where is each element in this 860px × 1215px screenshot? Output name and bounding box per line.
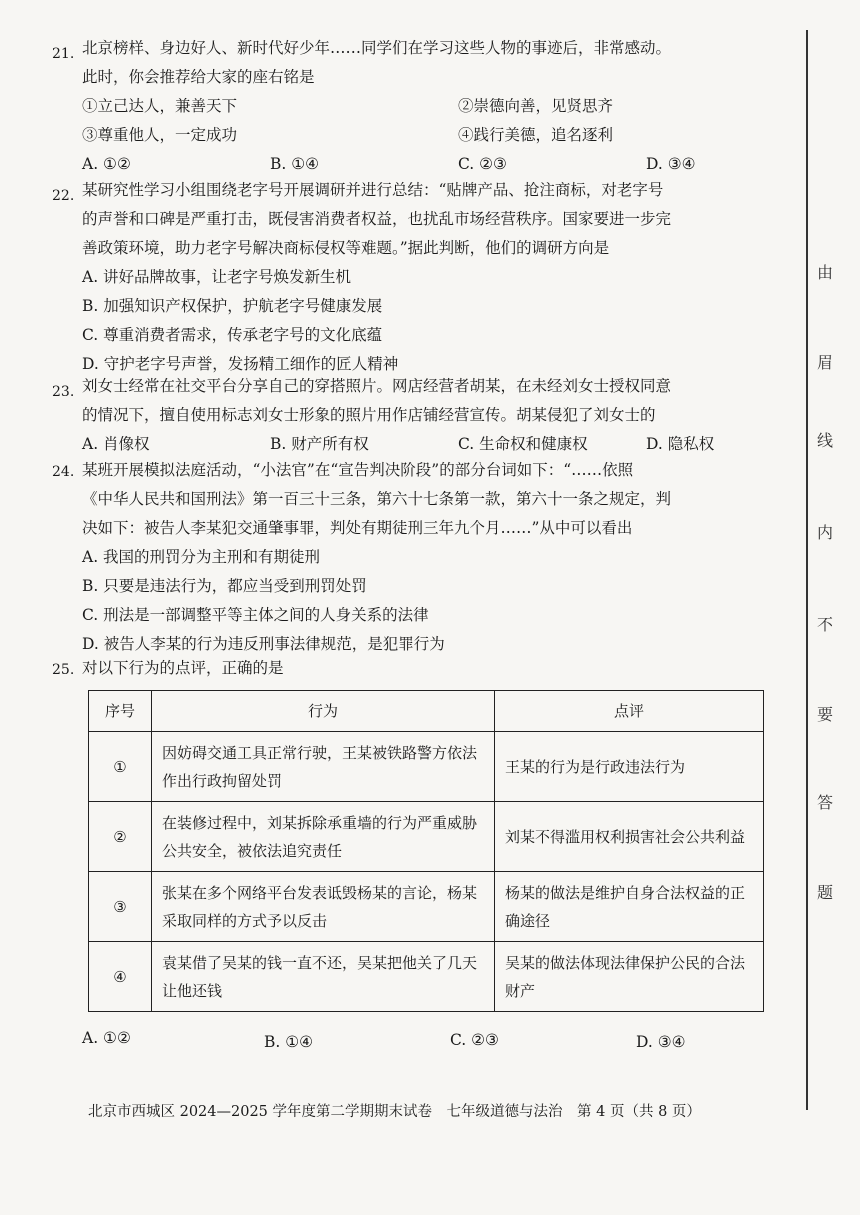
comment-cell: 刘某不得滥用权利损害社会公共利益 [495, 802, 764, 872]
question-stem: 善政策环境，助力老字号解决商标侵权等难题。”据此判断，他们的调研方向是 [82, 239, 610, 257]
binding-char: 由 [817, 263, 834, 282]
question-23 [52, 372, 792, 462]
behavior-cell: 张某在多个网络平台发表诋毁杨某的言论，杨某采取同样的方式予以反击 [152, 872, 495, 942]
table-row [89, 802, 764, 872]
row-index: ① [89, 732, 152, 802]
option-a[interactable]: A. 讲好品牌故事，让老字号焕发新生机 [82, 268, 352, 286]
statement-3: ③尊重他人，一定成功 [82, 126, 238, 144]
option-c[interactable]: C. ②③ [458, 155, 507, 173]
option-d[interactable]: D. ③④ [646, 155, 696, 173]
comment-cell: 杨某的做法是维护自身合法权益的正确途径 [495, 872, 764, 942]
binding-char: 答 [817, 793, 834, 812]
question-stem: 刘女士经常在社交平台分享自己的穿搭照片。网店经营者胡某，在未经刘女士授权同意 [82, 377, 672, 395]
option-b[interactable]: B. 只要是违法行为，都应当受到刑罚处罚 [82, 577, 367, 595]
question-stem: 的声誉和口碑是严重打击，既侵害消费者权益，也扰乱市场经营秩序。国家要进一步完 [82, 210, 672, 228]
comment-cell: 吴某的做法体现法律保护公民的合法财产 [495, 942, 764, 1012]
table-header-row [89, 691, 764, 732]
question-stem: 对以下行为的点评，正确的是 [82, 659, 284, 677]
question-21 [52, 34, 792, 174]
option-d[interactable]: D. 被告人李某的行为违反刑事法律规范，是犯罪行为 [82, 635, 445, 653]
question-number: 21. [52, 46, 75, 62]
option-c[interactable]: C. 生命权和健康权 [458, 435, 588, 453]
option-c[interactable]: C. 刑法是一部调整平等主体之间的人身关系的法律 [82, 606, 429, 624]
comment-cell: 王某的行为是行政违法行为 [495, 732, 764, 802]
table-row [89, 872, 764, 942]
binding-char: 不 [817, 615, 834, 634]
table-row [89, 732, 764, 802]
evaluation-table [88, 690, 764, 1012]
option-d[interactable]: D. 守护老字号声誉，发扬精工细作的匠人精神 [82, 355, 399, 373]
row-index: ④ [89, 942, 152, 1012]
behavior-cell: 袁某借了吴某的钱一直不还，吴某把他关了几天让他还钱 [152, 942, 495, 1012]
binding-char: 要 [817, 705, 834, 724]
option-a[interactable]: A. ①② [82, 1029, 131, 1047]
option-a[interactable]: A. ①② [82, 155, 131, 173]
option-b[interactable]: B. 财产所有权 [270, 435, 369, 453]
statement-2: ②崇德向善，见贤思齐 [458, 97, 614, 115]
table-row [89, 942, 764, 1012]
statement-4: ④践行美德，追名逐利 [458, 126, 614, 144]
option-d[interactable]: D. 隐私权 [646, 435, 715, 453]
behavior-cell: 在装修过程中，刘某拆除承重墙的行为严重威胁公共安全，被依法追究责任 [152, 802, 495, 872]
question-number: 25. [52, 662, 75, 678]
question-stem: 某研究性学习小组围绕老字号开展调研并进行总结：“贴牌产品、抢注商标，对老字号 [82, 181, 664, 199]
option-b[interactable]: B. 加强知识产权保护，护航老字号健康发展 [82, 297, 383, 315]
page-footer: 北京市西城区 2024—2025 学年度第二学期期末试卷 七年级道德与法治 第 4 页（共 8 页） [88, 1104, 701, 1120]
row-index: ③ [89, 872, 152, 942]
question-stem: 决如下：被告人李某犯交通肇事罪，判处有期徒刑三年九个月……”从中可以看出 [82, 519, 633, 537]
row-index: ② [89, 802, 152, 872]
question-number: 22. [52, 188, 75, 204]
statement-1: ①立己达人，兼善天下 [82, 97, 238, 115]
binding-char: 内 [817, 523, 834, 542]
question-stem: 某班开展模拟法庭活动，“小法官”在“宣告判决阶段”的部分台词如下：“……依照 [82, 461, 634, 479]
column-header: 行为 [152, 691, 495, 732]
question-22 [52, 176, 792, 376]
binding-line [806, 30, 808, 1110]
question-stem: 北京榜样、身边好人、新时代好少年……同学们在学习这些人物的事迹后，非常感动。 [82, 39, 672, 57]
question-number: 23. [52, 384, 75, 400]
option-d[interactable]: D. ③④ [636, 1033, 686, 1051]
behavior-cell: 因妨碍交通工具正常行驶，王某被铁路警方依法作出行政拘留处罚 [152, 732, 495, 802]
binding-char: 题 [817, 883, 834, 902]
question-number: 24. [52, 464, 75, 480]
option-c[interactable]: C. ②③ [450, 1031, 499, 1049]
question-25 [52, 654, 792, 684]
question-stem: 的情况下，擅自使用标志刘女士形象的照片用作店铺经营宣传。胡某侵犯了刘女士的 [82, 406, 656, 424]
option-b[interactable]: B. ①④ [264, 1033, 314, 1051]
column-header: 序号 [89, 691, 152, 732]
option-a[interactable]: A. 我国的刑罚分为主刑和有期徒刑 [82, 548, 321, 566]
option-b[interactable]: B. ①④ [270, 155, 320, 173]
question-stem: 此时，你会推荐给大家的座右铭是 [82, 68, 315, 86]
question-24 [52, 456, 792, 656]
option-c[interactable]: C. 尊重消费者需求，传承老字号的文化底蕴 [82, 326, 383, 344]
binding-char: 眉 [817, 353, 834, 372]
option-a[interactable]: A. 肖像权 [82, 435, 150, 453]
column-header: 点评 [495, 691, 764, 732]
binding-char: 线 [817, 431, 834, 450]
question-25-options [52, 1024, 792, 1054]
question-stem: 《中华人民共和国刑法》第一百三十三条，第六十七条第一款，第六十一条之规定，判 [82, 490, 672, 508]
